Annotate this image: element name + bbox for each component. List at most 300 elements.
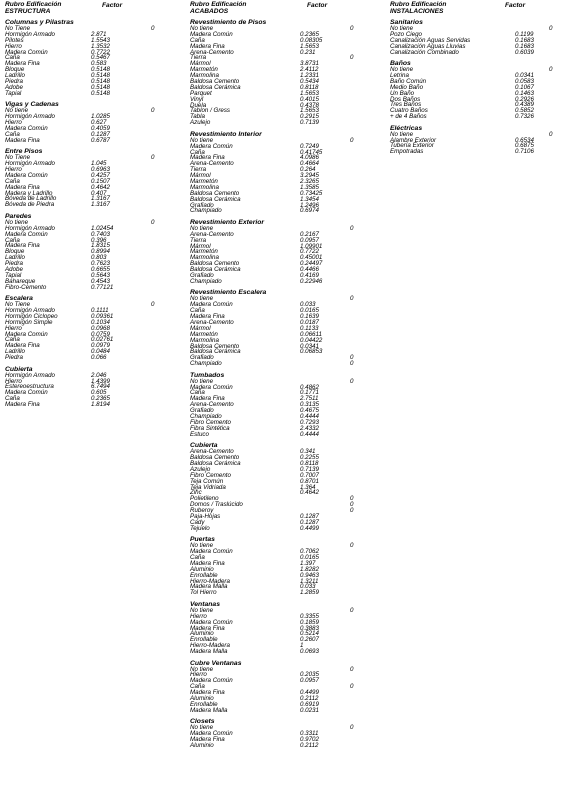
- row-factor-value: 0.1771: [300, 389, 319, 397]
- row-label: Caña: [5, 54, 20, 62]
- row-label: Grafiado: [190, 201, 214, 209]
- row-factor-value: 0.6787: [91, 136, 110, 144]
- factor-row: [190, 649, 358, 655]
- row-factor-value: 0.2255: [300, 454, 319, 462]
- row-label: Tierra: [190, 236, 207, 244]
- row-factor-value: 1.2496: [300, 201, 319, 209]
- row-factor-value: 1.3532: [91, 42, 110, 50]
- row-label: Tapial: [5, 271, 22, 279]
- row-label: Baldosa Cerámica: [190, 348, 241, 356]
- row-factor-value: 0.407: [91, 189, 107, 197]
- row-label: Tablon / Gress: [190, 107, 231, 115]
- row-label: Medio Baño: [390, 83, 424, 91]
- row-factor-value: 0.7139: [300, 465, 319, 473]
- section-title: Eléctricas: [390, 124, 423, 132]
- row-factor-value: 0: [350, 683, 354, 691]
- row-label: Baldosa Cemento: [190, 189, 240, 197]
- row-label: No tiene: [190, 136, 214, 144]
- row-factor-value: 0.7326: [515, 113, 534, 121]
- row-factor-value: 0: [549, 66, 553, 74]
- row-label: Mármol: [190, 242, 211, 250]
- row-factor-value: 0: [151, 218, 155, 226]
- row-factor-value: 0.6875: [515, 142, 534, 150]
- row-label: Madera Fina: [190, 559, 225, 567]
- row-label: Madera Común: [5, 171, 48, 179]
- row-label: Mármol: [190, 324, 211, 332]
- row-factor-value: 0.6919: [300, 700, 319, 708]
- row-label: Duela: [190, 101, 207, 109]
- factor-section: [5, 101, 155, 143]
- row-label: Madera Malla: [190, 648, 228, 656]
- row-label: Marmetón: [190, 177, 218, 185]
- factor-row: [190, 361, 358, 367]
- row-factor-value: 1.8315: [91, 242, 110, 250]
- row-factor-value: 0.0968: [91, 324, 110, 332]
- row-label: Aluminio: [190, 630, 214, 638]
- row-label: No tiene: [190, 377, 214, 385]
- factor-row: [5, 91, 155, 97]
- row-factor-value: 0.2365: [300, 30, 319, 38]
- row-factor-value: 0.5148: [91, 72, 110, 80]
- row-label: Un Baño: [390, 89, 415, 97]
- row-label: Arena-Cemento: [190, 318, 234, 326]
- row-label: Marmolina: [190, 72, 219, 80]
- row-label: Piedra: [5, 78, 23, 86]
- row-factor-value: 1.8194: [91, 401, 110, 409]
- factor-row: [390, 50, 550, 56]
- row-factor-value: 0.73425: [300, 189, 323, 197]
- row-factor-value: 0.4664: [300, 160, 319, 168]
- row-factor-value: 0.5852: [515, 107, 534, 115]
- row-factor-value: 0.605: [91, 389, 107, 397]
- row-factor-value: 0: [350, 54, 354, 62]
- row-factor-value: 0.1199: [515, 30, 534, 38]
- row-label: Baldosa Cemento: [190, 342, 240, 350]
- row-factor-value: 0.6963: [91, 166, 110, 173]
- row-label: Canalización Combinado: [390, 48, 459, 56]
- row-label: Madera Fina: [190, 42, 225, 50]
- section-title: Puertas: [190, 536, 215, 544]
- row-label: Madera Común: [190, 677, 233, 685]
- factor-row: [190, 708, 358, 714]
- row-factor-value: 0.4862: [300, 383, 319, 391]
- row-factor-value: 0.02761: [91, 336, 114, 344]
- row-factor-value: 0: [350, 501, 354, 509]
- row-label: Canalización Aguas Lluvias: [390, 42, 466, 50]
- row-label: Vinyl: [190, 95, 204, 103]
- row-factor-value: 0.4389: [515, 101, 534, 109]
- row-factor-value: 0.2926: [515, 95, 534, 103]
- row-label: No tiene: [190, 606, 214, 614]
- section-title: Revestimiento Exterior: [190, 218, 265, 226]
- row-factor-value: 0.7139: [300, 119, 319, 127]
- row-label: Madera Común: [190, 142, 233, 150]
- row-label: Adobe: [5, 83, 23, 91]
- row-factor-value: 0.9702: [300, 736, 319, 744]
- row-label: Adobe: [5, 265, 23, 273]
- row-factor-value: 0: [350, 724, 354, 732]
- factor-row: [190, 208, 358, 214]
- row-factor-value: 0.2365: [91, 395, 110, 403]
- row-label: Mármol: [190, 60, 211, 68]
- row-label: Bóveda de Ladrillo: [5, 195, 57, 203]
- row-factor-value: 0.24497: [300, 260, 323, 268]
- section-title: Tumbados: [190, 371, 225, 379]
- column-acabados: [190, 2, 358, 753]
- row-label: Caña: [5, 177, 20, 185]
- row-factor-value: 0.6534: [515, 136, 534, 144]
- row-factor-value: 1.3585: [300, 183, 319, 191]
- row-label: No tiene: [390, 130, 414, 138]
- row-label: Madera Común: [190, 301, 233, 309]
- row-factor-value: 0.0957: [300, 677, 319, 685]
- factor-row: [390, 149, 550, 155]
- row-label: No tiene: [390, 25, 414, 32]
- row-factor-value: 1.02454: [91, 224, 114, 232]
- row-factor-value: 0.04422: [300, 336, 323, 344]
- factor-section: [190, 718, 358, 749]
- row-factor-value: 0.4675: [300, 407, 319, 415]
- row-factor-value: 0.0231: [300, 706, 319, 714]
- row-factor-value: 0.4444: [300, 430, 319, 438]
- section-title: Cubierta: [190, 442, 218, 450]
- row-label: Dos Baños: [390, 95, 421, 103]
- row-label: Hormigón Armado: [5, 160, 55, 168]
- row-label: Bloque: [5, 248, 25, 256]
- row-label: Madera Fina: [5, 60, 40, 68]
- row-label: Madera Fina: [5, 401, 40, 409]
- row-label: Madera Fina: [190, 689, 225, 697]
- row-factor-value: 1.09901: [300, 242, 323, 250]
- row-factor-value: 0.4169: [300, 272, 319, 280]
- row-label: Ladrillo: [5, 254, 25, 262]
- row-factor-value: 0.4499: [300, 689, 319, 697]
- row-label: Arena-Cemento: [190, 48, 234, 56]
- column-header: [390, 2, 550, 15]
- row-label: Arena-Cemento: [190, 160, 234, 168]
- row-label: Bóveda de Piedra: [5, 201, 55, 209]
- row-factor-value: 0.7062: [300, 548, 319, 556]
- row-label: No tiene: [190, 665, 214, 673]
- row-factor-value: 2.4112: [300, 66, 319, 74]
- row-label: Caña: [5, 336, 20, 344]
- row-factor-value: 0: [350, 224, 354, 232]
- row-factor-value: 0.2167: [300, 230, 319, 238]
- row-label: Hierro-Madera: [190, 577, 230, 585]
- row-factor-value: 0.341: [300, 448, 316, 456]
- row-label: Madera Fina: [5, 136, 40, 144]
- row-factor-value: 0.9463: [300, 571, 319, 579]
- factor-row: [5, 202, 155, 208]
- row-factor-value: 1.2859: [300, 589, 319, 597]
- factor-row: [5, 285, 155, 291]
- row-factor-value: 0.2112: [300, 695, 319, 703]
- row-factor-value: 0.4015: [300, 95, 319, 103]
- row-factor-value: 0.7007: [300, 471, 319, 479]
- factor-section: [390, 124, 553, 156]
- row-factor-value: 2.3265: [300, 177, 319, 185]
- row-factor-value: 0.396: [91, 236, 107, 244]
- row-label: Ladrillo: [5, 348, 25, 356]
- row-label: Madera Fina: [190, 624, 225, 632]
- row-label: Madera Fina: [190, 736, 225, 744]
- row-label: Hormigón Armado: [5, 307, 55, 314]
- row-label: Caña: [5, 130, 20, 138]
- row-label: Madera Común: [190, 618, 233, 626]
- row-factor-value: 1.045: [91, 160, 107, 168]
- row-label: Caña: [190, 554, 205, 562]
- row-label: Hierro: [5, 119, 22, 127]
- section-title: Paredes: [5, 212, 32, 220]
- section-title: Revestimiento Escalera: [190, 289, 267, 297]
- row-label: Fibro Cemento: [190, 418, 231, 426]
- factor-section: [190, 536, 358, 596]
- row-factor-value: 0.08305: [300, 36, 323, 44]
- row-label: Caña: [190, 683, 205, 691]
- row-factor-value: 0.0583: [515, 77, 534, 85]
- factor-section: [390, 60, 553, 121]
- factor-section: [5, 366, 155, 408]
- column-estructura: [5, 2, 155, 413]
- row-label: Hormigón Simple: [5, 318, 53, 326]
- row-factor-value: 0.4642: [91, 183, 110, 191]
- row-label: No tiene: [190, 295, 214, 303]
- row-factor-value: 1.5543: [91, 36, 110, 44]
- row-factor-value: 0.1683: [515, 36, 534, 44]
- row-factor-value: 0: [350, 495, 354, 503]
- row-factor-value: 0.5148: [91, 78, 110, 86]
- row-label: Tierra: [190, 54, 207, 62]
- row-factor-value: 0.5148: [91, 66, 110, 74]
- row-factor-value: 1.3167: [91, 201, 110, 209]
- factor-section: [390, 19, 553, 56]
- section-title: Ventanas: [190, 600, 220, 608]
- factor-section: [5, 148, 155, 208]
- factor-row: [190, 526, 358, 532]
- row-label: Marmolina: [190, 183, 219, 191]
- row-label: Teja Común: [190, 477, 224, 485]
- row-label: Grafiado: [190, 407, 214, 415]
- row-label: Marmetón: [190, 330, 218, 338]
- row-label: No Tiene: [5, 25, 31, 32]
- row-factor-value: 0.06611: [300, 330, 322, 338]
- row-factor-value: 0.3355: [300, 612, 319, 620]
- row-label: Hormigón Ciclopeo: [5, 312, 58, 320]
- row-label: Madera Fina: [5, 242, 40, 250]
- row-label: Madera Fina: [190, 154, 225, 162]
- row-factor-value: 4.0986: [300, 154, 319, 162]
- row-label: Cuatro Baños: [390, 107, 428, 115]
- row-factor-value: 0.1683: [515, 42, 534, 50]
- rubro-label: Rubro Edificación: [190, 1, 247, 8]
- row-factor-value: 0.1133: [300, 324, 319, 332]
- rubro-name: ESTRUCTURA: [5, 7, 51, 15]
- row-label: Paja-Hojas: [190, 512, 221, 520]
- row-label: No tiene: [5, 218, 29, 226]
- section-title: Escalera: [5, 295, 33, 303]
- row-label: Parquet: [190, 89, 212, 97]
- row-factor-value: 0.803: [91, 254, 107, 262]
- row-factor-value: 1.4399: [91, 377, 110, 385]
- row-factor-value: 1.5653: [300, 42, 319, 50]
- row-factor-value: 0: [151, 107, 155, 115]
- row-label: No tiene: [190, 224, 214, 232]
- section-title: Sanitarios: [390, 19, 423, 26]
- factor-section: [190, 289, 358, 367]
- row-label: Grafiado: [190, 354, 214, 362]
- row-label: Tubería Exterior: [390, 142, 434, 150]
- row-label: Madera Común: [5, 124, 48, 132]
- row-factor-value: 0.41745: [300, 148, 323, 156]
- factor-row: [190, 590, 358, 596]
- row-factor-value: 1.364: [300, 483, 316, 491]
- factor-section: [190, 131, 358, 215]
- row-factor-value: 0.7249: [300, 142, 319, 150]
- section-title: Revestimiento de Pisos: [190, 19, 267, 26]
- row-factor-value: 0.1067: [515, 83, 534, 91]
- row-label: Tabla: [190, 113, 205, 121]
- row-factor-value: 1.5653: [300, 89, 319, 97]
- row-label: Madera Común: [5, 230, 48, 238]
- row-factor-value: 0: [151, 301, 155, 309]
- section-title: Vigas y Cadenas: [5, 101, 59, 109]
- sections: [5, 19, 155, 408]
- row-factor-value: 0: [549, 25, 553, 32]
- row-factor-value: 0.0693: [300, 648, 319, 656]
- row-factor-value: 0.4378: [300, 101, 319, 109]
- row-label: Madera Fina: [190, 313, 225, 321]
- row-label: Baldosa Cemento: [190, 454, 240, 462]
- section-title: Columnas y Pilastras: [5, 19, 74, 26]
- row-factor-value: 1.0285: [91, 113, 110, 121]
- row-label: Tol Hierro: [190, 589, 217, 597]
- row-label: Aluminio: [190, 741, 214, 749]
- row-factor-value: 0: [350, 136, 354, 144]
- row-label: Azulejo: [190, 119, 211, 127]
- row-factor-value: 0.3311: [300, 730, 319, 738]
- row-label: Aluminio: [190, 565, 214, 573]
- row-factor-value: 0.09361: [91, 312, 114, 320]
- row-label: Champiado: [190, 207, 222, 215]
- row-label: Caña: [5, 395, 20, 403]
- row-label: Madera Fina: [190, 395, 225, 403]
- row-label: Piedra: [5, 260, 23, 268]
- section-title: Cubierta: [5, 365, 33, 373]
- row-label: Estereoestructura: [5, 383, 54, 391]
- row-factor-value: 2.7511: [300, 395, 319, 403]
- column-header: [190, 2, 358, 15]
- row-factor-value: 0.5467: [91, 54, 110, 62]
- row-label: Hierro-Madera: [190, 642, 230, 650]
- row-label: + de 4 Baños: [390, 113, 427, 121]
- row-label: Madera Fina: [5, 183, 40, 191]
- row-factor-value: 0.3883: [300, 624, 319, 632]
- row-factor-value: 0: [350, 295, 354, 303]
- row-factor-value: 0.033: [300, 583, 316, 591]
- factor-row: [190, 432, 358, 438]
- row-factor-value: 0.0187: [300, 318, 319, 326]
- row-label: Caña: [190, 307, 205, 315]
- row-factor-value: 0.7106: [515, 148, 534, 156]
- row-factor-value: 0.1287: [91, 130, 110, 138]
- rubro-name: ACABADOS: [190, 7, 229, 15]
- row-factor-value: 0: [350, 507, 354, 515]
- row-label: Arena-Cemento: [190, 230, 234, 238]
- row-label: Arena-Cemento: [190, 448, 234, 456]
- row-label: No tiene: [5, 107, 29, 115]
- row-factor-value: 0: [350, 665, 354, 673]
- row-label: Caña: [190, 36, 205, 44]
- row-label: Marmolina: [190, 254, 219, 262]
- row-label: Madera Común: [190, 730, 233, 738]
- row-label: Cady: [190, 518, 205, 526]
- factor-row: [190, 743, 358, 749]
- row-label: Madera Malla: [190, 583, 228, 591]
- factor-row: [190, 279, 358, 285]
- factor-section: [5, 295, 155, 361]
- factor-header: Factor: [307, 2, 328, 9]
- row-factor-value: 0.627: [91, 119, 107, 127]
- row-label: Hormigón Armado: [5, 371, 55, 379]
- row-factor-value: 0.1507: [91, 177, 110, 185]
- section-title: Revestimiento Interior: [190, 130, 262, 138]
- factor-row: [5, 402, 155, 408]
- row-factor-value: 0.5148: [91, 83, 110, 91]
- row-label: Madera Común: [5, 389, 48, 397]
- row-factor-value: 0.8701: [300, 477, 319, 485]
- row-label: Grafiado: [190, 272, 214, 280]
- row-label: Madera Común: [190, 30, 233, 38]
- row-label: Baldosa Cerámica: [190, 459, 241, 467]
- row-label: Baldosa Cerámica: [190, 195, 241, 203]
- column-instalaciones: [390, 1, 553, 160]
- row-label: Baldosa Cerámica: [190, 83, 241, 91]
- row-factor-value: 0.4543: [91, 277, 110, 285]
- row-factor-value: 0.0341: [515, 71, 534, 79]
- row-label: Madera y Ladrillo: [5, 189, 53, 197]
- row-label: Tres Baños: [390, 101, 422, 109]
- row-factor-value: 2.871: [91, 30, 107, 38]
- row-factor-value: 1.5653: [300, 107, 319, 115]
- row-factor-value: 0.6655: [91, 265, 110, 273]
- row-label: Aluminio: [190, 695, 214, 703]
- row-factor-value: 0.5148: [91, 89, 110, 97]
- row-factor-value: 0.4466: [300, 266, 319, 274]
- row-factor-value: 0.0979: [91, 342, 110, 350]
- row-factor-value: 0: [549, 130, 553, 138]
- row-label: Polietileno: [190, 495, 219, 503]
- row-factor-value: 0.1287: [300, 518, 319, 526]
- row-factor-value: 0.4642: [300, 489, 319, 497]
- row-factor-value: 0.3135: [300, 401, 319, 409]
- row-factor-value: 6.7494: [91, 383, 110, 391]
- row-factor-value: 0.0484: [91, 348, 110, 356]
- column-header: [5, 2, 155, 15]
- row-label: Enrollable: [190, 700, 218, 708]
- row-label: Hierro: [5, 166, 22, 173]
- row-factor-value: 0.8994: [91, 248, 110, 256]
- factor-header: Factor: [102, 2, 123, 9]
- row-factor-value: 0: [151, 154, 155, 162]
- row-factor-value: 0.0165: [300, 554, 319, 562]
- factor-header: Factor: [505, 2, 526, 9]
- row-factor-value: 0.77121: [91, 283, 114, 291]
- row-label: Champiado: [190, 413, 222, 421]
- factor-section: [5, 19, 155, 97]
- row-label: No tiene: [190, 724, 214, 732]
- row-label: Tierra: [190, 166, 207, 174]
- row-label: Fibro-Cemento: [5, 283, 47, 291]
